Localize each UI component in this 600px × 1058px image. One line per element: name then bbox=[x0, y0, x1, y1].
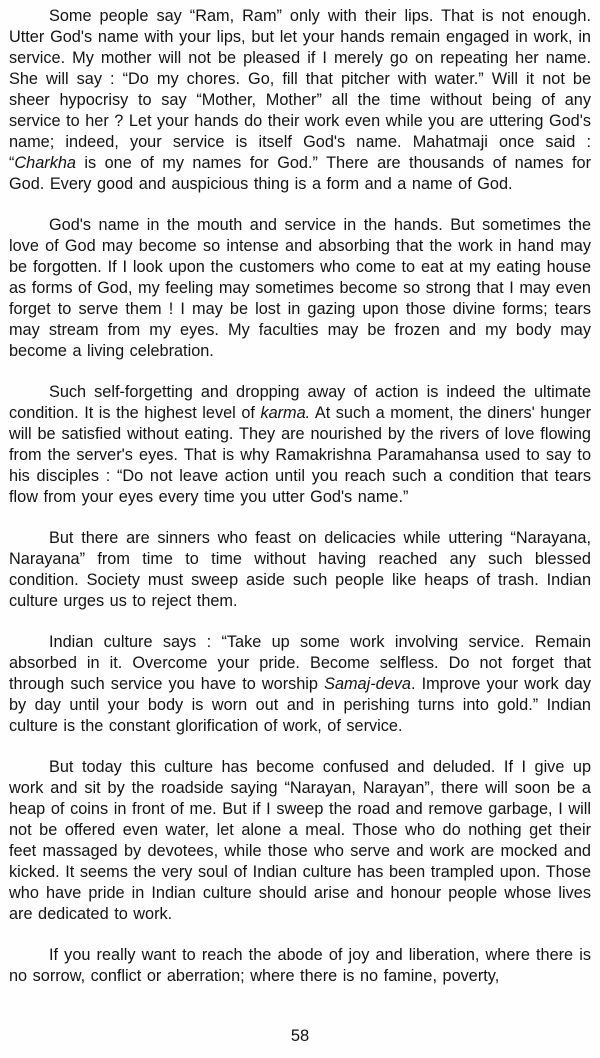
text-run: Such self-forgetting and dropping away of action is indeed the ultimate condition. It is the highest level of bbox=[9, 383, 591, 422]
paragraph bbox=[9, 215, 591, 362]
page-number: 58 bbox=[290, 1027, 310, 1045]
text-run: is one of my names for God.” There are thousands of names for God. Every good and auspicious thing is a form and a name of God. bbox=[9, 154, 591, 193]
paragraph bbox=[9, 757, 591, 925]
text-run: Some people say “Ram, Ram” only with their lips. That is not enough. Utter God's name with your lips, but let your hands remain engaged in work, in service. My mother will not be pleased if I merely go on repeating her name. She will say : “Do my chores. Go, fill that pitcher with water.” Will it not be sheer hypocrisy to say “Mother, Mother” all the time without being of any service to her ? Let your hands do their work even while you are uttering God's name; indeed, your service is itself God's name. Mahatmaji once said : “ bbox=[9, 7, 591, 172]
text-run: If you really want to reach the abode of joy and liberation, where there is no sorrow, conflict or aberration; where there is no famine, poverty, bbox=[9, 946, 591, 985]
page-body bbox=[9, 6, 591, 987]
paragraph bbox=[9, 945, 591, 987]
paragraph bbox=[9, 528, 591, 612]
text-run: . Improve your work day by day until your body is worn out and in perishing turns into gold.” Indian culture is the constant glorification of work, of service. bbox=[9, 675, 591, 735]
italic-text-run: karma. bbox=[260, 404, 311, 422]
text-run: At such a moment, the diners' hunger will be satisfied without eating. They are nourished by the rivers of love flowing from the server's eyes. That is why Ramakrishna Paramahansa used to say to his disciples : “Do not leave action until you reach such a condition that tears flow from your eyes every time you utter God's name.” bbox=[9, 404, 591, 506]
text-run: But today this culture has become confused and deluded. If I give up work and sit by the roadside saying “Narayan, Narayan”, there will soon be a heap of coins in front of me. But if I sweep the road and remove garbage, I will not be offered even water, let alone a meal. Those who do nothing get their feet massaged by devotees, while those who serve and work are mocked and kicked. It seems the very soul of Indian culture has been trampled upon. Those who have pride in Indian culture should arise and honour people whose lives are dedicated to work. bbox=[9, 758, 591, 923]
italic-text-run: Charkha bbox=[14, 154, 76, 172]
paragraph bbox=[9, 632, 591, 737]
paragraph bbox=[9, 382, 591, 508]
italic-text-run: Samaj-deva bbox=[324, 675, 411, 693]
text-run: God's name in the mouth and service in the hands. But sometimes the love of God may become so intense and absorbing that the work in hand may be forgotten. If I look upon the customers who come to eat at my eating house as forms of God, my feeling may sometimes become so strong that I may even forget to serve them ! I may be lost in gazing upon those divine forms; tears may stream from my eyes. My faculties may be frozen and my body may become a living celebration. bbox=[9, 216, 591, 360]
text-run: Indian culture says : “Take up some work involving service. Remain absorbed in it. Overcome your pride. Become selfless. Do not forget that through such service you have to worship bbox=[9, 633, 591, 693]
text-run: But there are sinners who feast on delicacies while uttering “Narayana, Narayana” from time to time without having reached any such blessed condition. Society must sweep aside such people like heaps of trash. Indian culture urges us to reject them. bbox=[9, 529, 591, 610]
paragraph bbox=[9, 6, 591, 195]
